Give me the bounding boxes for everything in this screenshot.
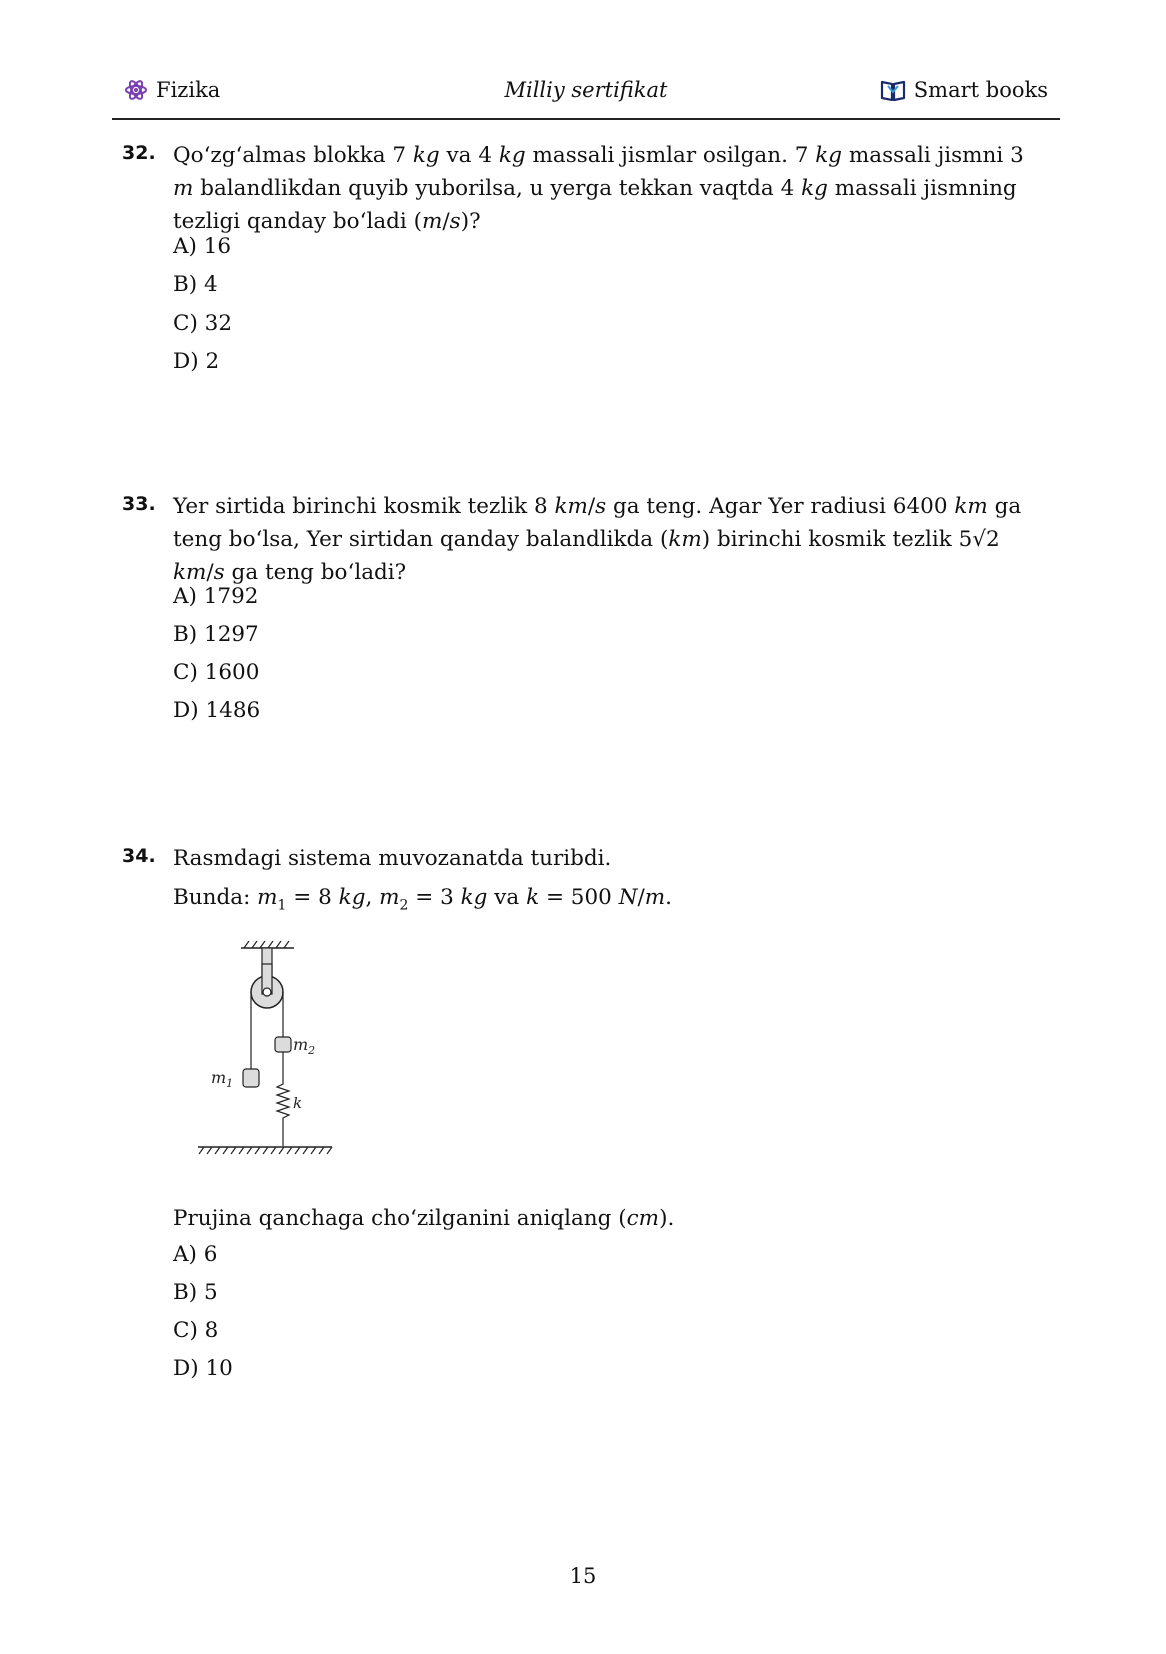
page-number: 15: [569, 1564, 597, 1588]
spring: [277, 1052, 289, 1146]
option-c: C) 8: [173, 1318, 219, 1343]
option-a: A) 1792: [173, 584, 259, 609]
option-b: B) 1297: [173, 622, 259, 647]
header-subject-label: Fizika: [156, 78, 221, 102]
floor: [198, 1147, 332, 1154]
option-d: D) 10: [173, 1356, 233, 1381]
option-b: B) 4: [173, 272, 218, 297]
question-given: Bunda: $m_1 = 8$ kg, $m_2 = 3$ kg va k = 500 N/m.: [173, 885, 672, 914]
question-number: 33.: [122, 493, 156, 515]
page-header: [112, 78, 1060, 120]
question-text: Qo‘zg‘almas blokka 7 kg va 4 kg massali jismlar osilgan. 7 kg massali jismni 3 m balandlikdan quyib yuborilsa, u yerga tekkan vaqtda 4 kg massali jismning tezligi qanday bo‘ladi (m/s)?: [173, 143, 1024, 234]
option-a: A) 16: [173, 234, 232, 259]
header-brand: [880, 78, 1048, 102]
ceiling-support: [241, 941, 294, 948]
question-text: Rasmdagi sistema muvozanatda turibdi.: [173, 846, 612, 871]
pulley-axle: [263, 988, 271, 996]
option-c: C) 1600: [173, 660, 260, 685]
question-number: 32.: [122, 142, 156, 164]
pulley-spring-figure: [196, 936, 346, 1176]
label-m1: $m_1$: [211, 1068, 234, 1090]
book-icon: [880, 78, 906, 102]
label-m2: $m_2$: [293, 1035, 316, 1057]
question-number: 34.: [122, 845, 156, 867]
option-b: B) 5: [173, 1280, 218, 1305]
label-k: k: [293, 1094, 303, 1112]
option-d: D) 1486: [173, 698, 261, 723]
header-brand-label: Smart books: [913, 78, 1048, 102]
option-c: C) 32: [173, 311, 233, 336]
mass-m2: [275, 1037, 291, 1052]
question-prompt: Prujina qanchaga cho‘zilganini aniqlang (cm).: [173, 1206, 675, 1231]
question-text: Yer sirtida birinchi kosmik tezlik 8 km/s ga teng. Agar Yer radiusi 6400 km ga teng bo‘lsa, Yer sirtidan qanday balandlikda (km) birinchi kosmik tezlik 5√2 km/s ga teng bo‘ladi?: [173, 494, 1022, 585]
mass-m1: [243, 1069, 259, 1087]
option-d: D) 2: [173, 349, 220, 374]
header-title: Milliy sertifikat: [504, 78, 668, 102]
option-a: A) 6: [173, 1242, 218, 1267]
